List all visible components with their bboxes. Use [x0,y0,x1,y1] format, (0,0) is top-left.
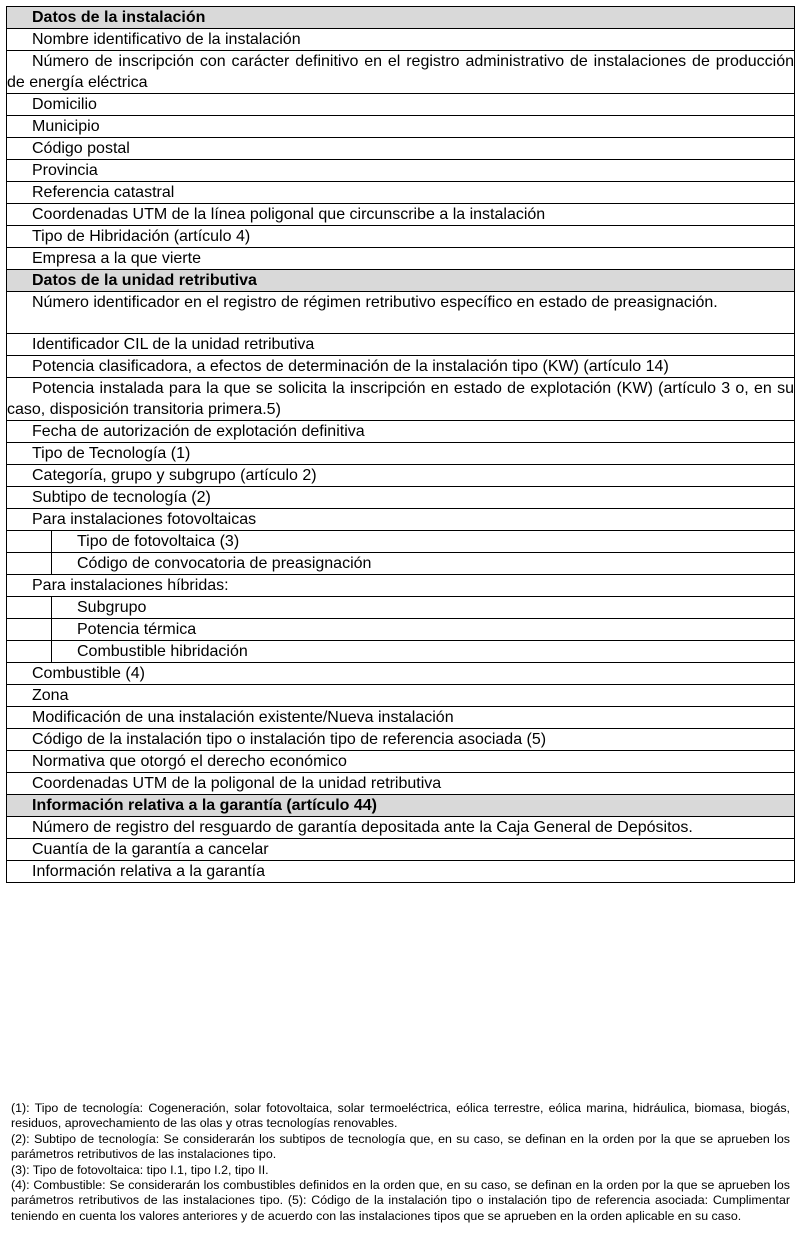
field-utility-company: Empresa a la que vierte [7,248,795,270]
table-row [7,553,795,575]
indent-cell [7,619,52,641]
field-hybrid-fuel: Combustible hibridación [52,641,795,663]
table-row [7,773,795,795]
table-row [7,138,795,160]
table-row [7,729,795,751]
field-guarantee-info: Información relativa a la garantía [7,861,795,883]
table-row [7,531,795,553]
field-subgroup: Subgrupo [52,597,795,619]
indent-cell [7,531,52,553]
field-guarantee-amount: Cuantía de la garantía a cancelar [7,839,795,861]
table-row [7,182,795,204]
table-row [7,51,795,94]
field-authorization-date: Fecha de autorización de explotación definitiva [7,421,795,443]
field-photovoltaic-type: Tipo de fotovoltaica (3) [52,531,795,553]
field-cil-identifier: Identificador CIL de la unidad retributiva [7,334,795,356]
table-row [7,160,795,182]
table-row [7,465,795,487]
table-row [7,226,795,248]
table-row [7,204,795,226]
table-row [7,751,795,773]
table-row [7,94,795,116]
table-row [7,443,795,465]
indent-cell [7,597,52,619]
table-row [7,29,795,51]
field-modification: Modificación de una instalación existente/Nueva instalación [7,707,795,729]
field-installation-type-code: Código de la instalación tipo o instalación tipo de referencia asociada (5) [7,729,795,751]
table-row [7,509,795,531]
field-installation-name: Nombre identificativo de la instalación [7,29,795,51]
field-regulation: Normativa que otorgó el derecho económico [7,751,795,773]
table-row [7,619,795,641]
field-postal-code: Código postal [7,138,795,160]
field-guarantee-receipt: Número de registro del resguardo de garantía depositada ante la Caja General de Depósitos. [7,817,795,839]
section-title-installation: Datos de la instalación [7,7,795,29]
footnote: (1): Tipo de tecnología: Cogeneración, solar fotovoltaica, solar termoeléctrica, eólica terrestre, eólica marina, hidráulica, biomasa, biogás, residuos, aprovechamiento de las olas y otras tecnologías renovables. [11,1101,790,1131]
section-header [7,270,795,292]
table-row [7,663,795,685]
table-row [7,248,795,270]
section-header [7,795,795,817]
table-row [7,597,795,619]
field-utm-installation: Coordenadas UTM de la línea poligonal que circunscribe a la instalación [7,204,795,226]
footnote: (4): Combustible: Se considerarán los combustibles definidos en la orden que, en su caso, se definan en la orden por la que se aprueben los parámetros retributivos de las instalaciones tipo. (5): Código de la instalación tipo o instalación tipo de referencia asociada: Cumplimentar teniendo en cuenta los valores anteriores y de acuerdo con las instalaciones tipos que se aprueben en la orden aplicable en su caso. [11,1178,790,1223]
section-header [7,7,795,29]
table-row [7,378,795,421]
table-row [7,334,795,356]
section-title-retributive-unit: Datos de la unidad retributiva [7,270,795,292]
field-cadastral-reference: Referencia catastral [7,182,795,204]
field-zone: Zona [7,685,795,707]
table-row [7,839,795,861]
field-technology-subtype: Subtipo de tecnología (2) [7,487,795,509]
field-registration-number: Número de inscripción con carácter definitivo en el registro administrativo de instalaciones de producción de energía eléctrica [7,51,795,94]
field-thermal-power: Potencia térmica [52,619,795,641]
field-technology-type: Tipo de Tecnología (1) [7,443,795,465]
field-fuel: Combustible (4) [7,663,795,685]
footnote: (2): Subtipo de tecnología: Se considerarán los subtipos de tecnología que, en su caso, se definan en la orden por la que se aprueben los parámetros retributivos de las instalaciones tipo. [11,1131,790,1162]
field-classifying-power: Potencia clasificadora, a efectos de determinación de la instalación tipo (KW) (artículo 14) [7,356,795,378]
indent-cell [7,641,52,663]
table-row [7,861,795,883]
table-row [7,641,795,663]
field-address: Domicilio [7,94,795,116]
table-row [7,817,795,839]
field-category-group: Categoría, grupo y subgrupo (artículo 2) [7,465,795,487]
installation-data-form [6,6,795,883]
section-title-guarantee: Información relativa a la garantía (artículo 44) [7,795,795,817]
table-row [7,685,795,707]
table-row [7,421,795,443]
indent-cell [7,553,52,575]
table-row [7,707,795,729]
table-row [7,487,795,509]
table-row [7,575,795,597]
field-province: Provincia [7,160,795,182]
footnote: (3): Tipo de fotovoltaica: tipo I.1, tipo I.2, tipo II. [11,1162,269,1177]
field-installed-power: Potencia instalada para la que se solicita la inscripción en estado de explotación (KW) (artículo 3 o, en su caso, disposición transitoria primera.5) [7,378,795,421]
field-hybridization-type: Tipo de Hibridación (artículo 4) [7,226,795,248]
table-row [7,116,795,138]
table-row [7,356,795,378]
field-registry-identifier: Número identificador en el registro de régimen retributivo específico en estado de preasignación. [7,292,795,334]
field-municipality: Municipio [7,116,795,138]
field-utm-unit: Coordenadas UTM de la poligonal de la unidad retributiva [7,773,795,795]
field-call-code: Código de convocatoria de preasignación [52,553,795,575]
field-hybrid-heading: Para instalaciones híbridas: [7,575,795,597]
field-photovoltaic-heading: Para instalaciones fotovoltaicas [7,509,795,531]
footnotes [11,1101,790,1224]
table-row [7,292,795,334]
